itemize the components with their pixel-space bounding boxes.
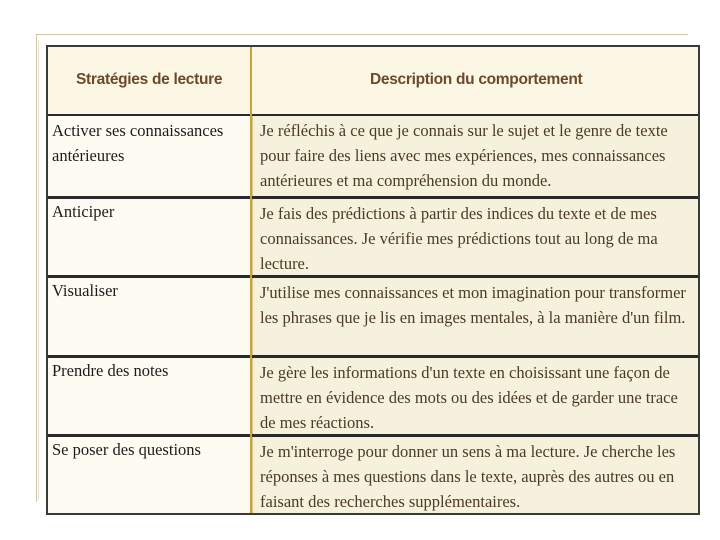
- table-row: [48, 437, 698, 515]
- slide-guide-top: [36, 34, 688, 35]
- description-cell: J'utilise mes connaissances et mon imagination pour transformer les phrases que je lis en images mentales, à la manière d'un film.: [252, 278, 698, 355]
- slide-guide-left: [36, 34, 37, 502]
- strategy-cell: Se poser des questions: [52, 440, 201, 459]
- table-row: [48, 358, 698, 434]
- header-strategies: Stratégies de lecture: [76, 71, 223, 88]
- description-cell: Je fais des prédictions à partir des indices du texte et de mes connaissances. Je vérifie mes prédictions tout au long de ma lecture.: [252, 199, 698, 276]
- table-header-row: [48, 47, 698, 116]
- table-row: [48, 199, 698, 276]
- column-divider: [250, 47, 252, 515]
- reading-strategies-table: [46, 45, 700, 515]
- description-cell: Je gère les informations d'un texte en choisissant une façon de mettre en évidence des mots ou des idées et de garder une trace de mes réactions.: [252, 358, 698, 434]
- strategy-cell: Activer ses connaissances antérieures: [52, 121, 224, 165]
- strategy-cell: Anticiper: [52, 202, 115, 221]
- description-cell: Je m'interroge pour donner un sens à ma lecture. Je cherche les réponses à mes questions dans le texte, auprès des autres ou en faisant des recherches supplémentaires.: [252, 437, 698, 515]
- header-description: Description du comportement: [370, 71, 583, 88]
- slide-guide-left-inner: [38, 40, 39, 500]
- table-row: [48, 278, 698, 355]
- description-cell: Je réfléchis à ce que je connais sur le sujet et le genre de texte pour faire des liens avec mes expériences, mes connaissances antérieures et ma compréhension du monde.: [252, 116, 698, 197]
- strategy-cell: Prendre des notes: [52, 361, 169, 380]
- strategy-cell: Visualiser: [52, 281, 118, 300]
- table-row: [48, 116, 698, 197]
